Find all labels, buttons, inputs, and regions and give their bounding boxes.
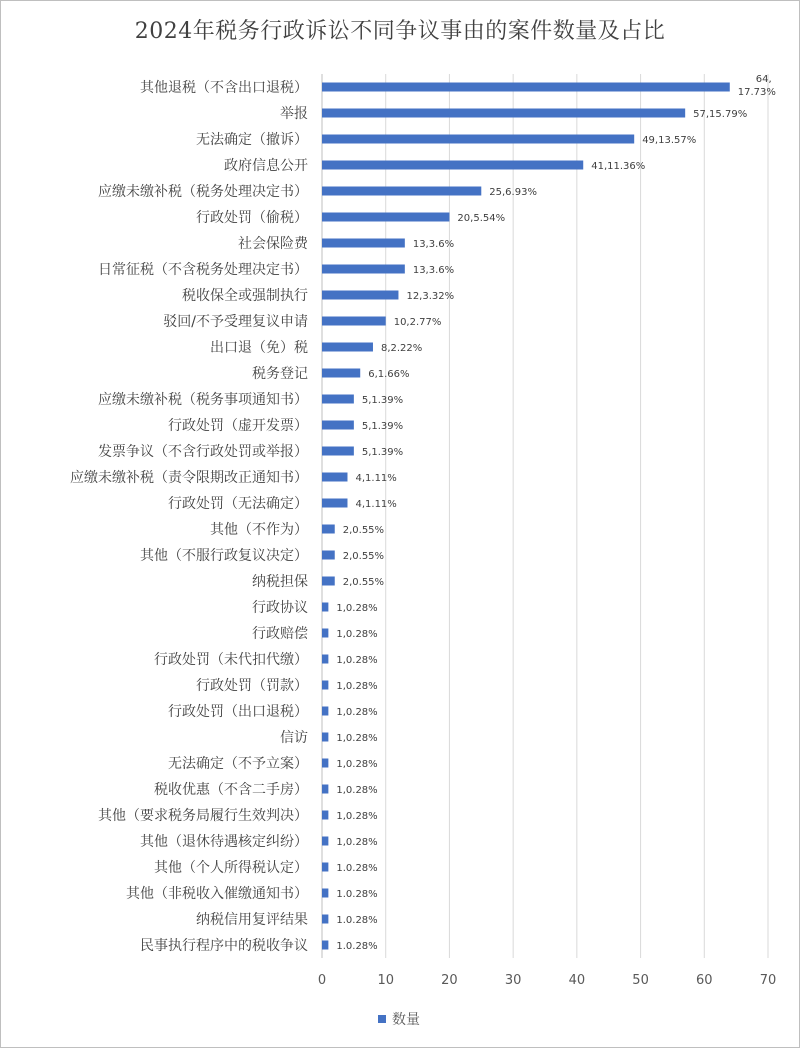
bar bbox=[322, 473, 347, 482]
bar bbox=[322, 785, 328, 794]
bar bbox=[322, 187, 481, 196]
bar bbox=[322, 863, 328, 872]
bar bbox=[322, 603, 328, 612]
data-label: 2,0.55% bbox=[342, 577, 385, 588]
data-label: 25,6.93% bbox=[489, 187, 537, 198]
legend bbox=[378, 1009, 420, 1029]
data-label: 20,5.54% bbox=[457, 213, 506, 224]
bar bbox=[322, 317, 386, 326]
data-label: 1.0.28% bbox=[336, 889, 378, 900]
bar bbox=[322, 941, 328, 950]
category-label: 纳税信用复评结果 bbox=[196, 912, 308, 928]
data-label: 1.0.28% bbox=[336, 941, 378, 952]
legend-label: 数量 bbox=[392, 1012, 420, 1028]
bar bbox=[322, 161, 583, 170]
category-label: 其他（个人所得税认定） bbox=[154, 860, 308, 876]
category-label: 行政处罚（虚开发票） bbox=[168, 418, 308, 434]
data-label: 1,0.28% bbox=[336, 655, 378, 666]
category-label: 驳回/不予受理复议申请 bbox=[163, 314, 308, 330]
data-label: 13,3.6% bbox=[412, 239, 455, 250]
bar bbox=[322, 811, 328, 820]
data-label: 49,13.57% bbox=[642, 135, 697, 146]
category-label: 日常征税（不含税务处理决定书） bbox=[98, 262, 308, 278]
data-label: 12,3.32% bbox=[406, 291, 455, 302]
x-tick-label: 10 bbox=[377, 973, 394, 988]
bar bbox=[322, 343, 373, 352]
category-label: 其他（不服行政复议决定） bbox=[140, 548, 308, 564]
data-label: 41,11.36% bbox=[591, 161, 646, 172]
data-label: 2,0.55% bbox=[342, 551, 385, 562]
category-label: 其他（非税收入催缴通知书） bbox=[126, 886, 308, 902]
chart-title: 2024年税务行政诉讼不同争议事由的案件数量及占比 bbox=[134, 19, 666, 44]
bar bbox=[322, 525, 335, 534]
data-label: 5,1.39% bbox=[361, 395, 404, 406]
bar bbox=[322, 421, 354, 430]
x-tick-label: 20 bbox=[441, 973, 458, 988]
bar bbox=[322, 915, 328, 924]
bar bbox=[322, 109, 685, 118]
data-label: 4,1.11% bbox=[355, 499, 397, 510]
category-label: 出口退（免）税 bbox=[210, 340, 308, 356]
bar bbox=[322, 83, 730, 92]
bar bbox=[322, 239, 405, 248]
bar bbox=[322, 291, 398, 300]
data-label: 1.0.28% bbox=[336, 863, 378, 874]
data-label: 1,0.28% bbox=[336, 759, 378, 770]
x-tick-label: 60 bbox=[696, 973, 713, 988]
bar bbox=[322, 447, 354, 456]
data-label: 1.0.28% bbox=[336, 915, 378, 926]
category-label: 其他退税（不含出口退税） bbox=[140, 80, 308, 96]
data-label: 57,15.79% bbox=[693, 109, 748, 120]
category-label: 行政处罚（偷税） bbox=[196, 210, 308, 226]
category-label: 信访 bbox=[280, 730, 308, 746]
category-label: 应缴未缴补税（税务事项通知书） bbox=[98, 392, 308, 408]
data-label: 6,1.66% bbox=[368, 369, 410, 380]
data-label: 1,0.28% bbox=[336, 629, 378, 640]
category-label: 行政协议 bbox=[252, 600, 308, 616]
bar bbox=[322, 759, 328, 768]
data-label: 5,1.39% bbox=[361, 421, 404, 432]
bar bbox=[322, 629, 328, 638]
data-label: 1,0.28% bbox=[336, 707, 378, 718]
bar bbox=[322, 707, 328, 716]
bar bbox=[322, 889, 328, 898]
category-label: 无法确定（不予立案） bbox=[168, 756, 308, 772]
data-label: 1,0.28% bbox=[336, 603, 378, 614]
bar bbox=[322, 499, 347, 508]
data-label: 13,3.6% bbox=[412, 265, 455, 276]
category-label: 其他（要求税务局履行生效判决） bbox=[98, 808, 308, 824]
data-label: 10,2.77% bbox=[393, 317, 442, 328]
data-label: 4,1.11% bbox=[355, 473, 397, 484]
category-label: 税收优惠（不含二手房） bbox=[154, 782, 308, 798]
category-label: 发票争议（不含行政处罚或举报） bbox=[98, 444, 308, 460]
bar bbox=[322, 395, 354, 404]
bar bbox=[322, 837, 328, 846]
data-label: 5,1.39% bbox=[361, 447, 404, 458]
data-label: 1,0.28% bbox=[336, 811, 378, 822]
legend-swatch bbox=[378, 1015, 386, 1023]
data-label: 8,2.22% bbox=[380, 343, 423, 354]
x-tick-label: 40 bbox=[568, 973, 586, 988]
data-label: 1,0.28% bbox=[336, 785, 378, 796]
category-label: 无法确定（撤诉） bbox=[196, 132, 308, 148]
category-label: 行政处罚（未代扣代缴） bbox=[154, 652, 308, 668]
x-tick-label: 70 bbox=[759, 973, 777, 988]
bar bbox=[322, 655, 328, 664]
category-label: 纳税担保 bbox=[252, 574, 308, 590]
data-label: 2,0.55% bbox=[342, 525, 385, 536]
category-label: 行政赔偿 bbox=[252, 626, 308, 642]
x-tick-label: 30 bbox=[504, 973, 522, 988]
category-label: 行政处罚（罚款） bbox=[196, 678, 308, 694]
category-label: 举报 bbox=[280, 106, 308, 122]
category-label: 社会保险费 bbox=[238, 236, 308, 252]
category-label: 税收保全或强制执行 bbox=[182, 288, 308, 304]
category-label: 税务登记 bbox=[252, 366, 308, 382]
bar bbox=[322, 265, 405, 274]
bar bbox=[322, 577, 335, 586]
category-label: 其他（退休待遇核定纠纷） bbox=[140, 834, 308, 850]
x-tick-label: 0 bbox=[317, 973, 327, 988]
bar bbox=[322, 213, 449, 222]
category-label: 政府信息公开 bbox=[224, 158, 308, 174]
category-label: 行政处罚（出口退税） bbox=[168, 704, 308, 720]
category-label: 其他（不作为） bbox=[210, 522, 308, 538]
bar bbox=[322, 551, 335, 560]
data-label: 1,0.28% bbox=[336, 733, 378, 744]
category-label: 应缴未缴补税（责令限期改正通知书） bbox=[70, 470, 308, 486]
data-label: 1,0.28% bbox=[336, 837, 378, 848]
bar bbox=[322, 135, 634, 144]
category-label: 应缴未缴补税（税务处理决定书） bbox=[98, 184, 308, 200]
category-label: 民事执行程序中的税收争议 bbox=[140, 938, 308, 954]
data-label: 64, 17.73% bbox=[737, 74, 776, 98]
data-label: 1,0.28% bbox=[336, 681, 378, 692]
bar bbox=[322, 369, 360, 378]
bar bbox=[322, 681, 328, 690]
category-label: 行政处罚（无法确定） bbox=[168, 496, 308, 512]
x-tick-label: 50 bbox=[632, 973, 649, 988]
bar bbox=[322, 733, 328, 742]
